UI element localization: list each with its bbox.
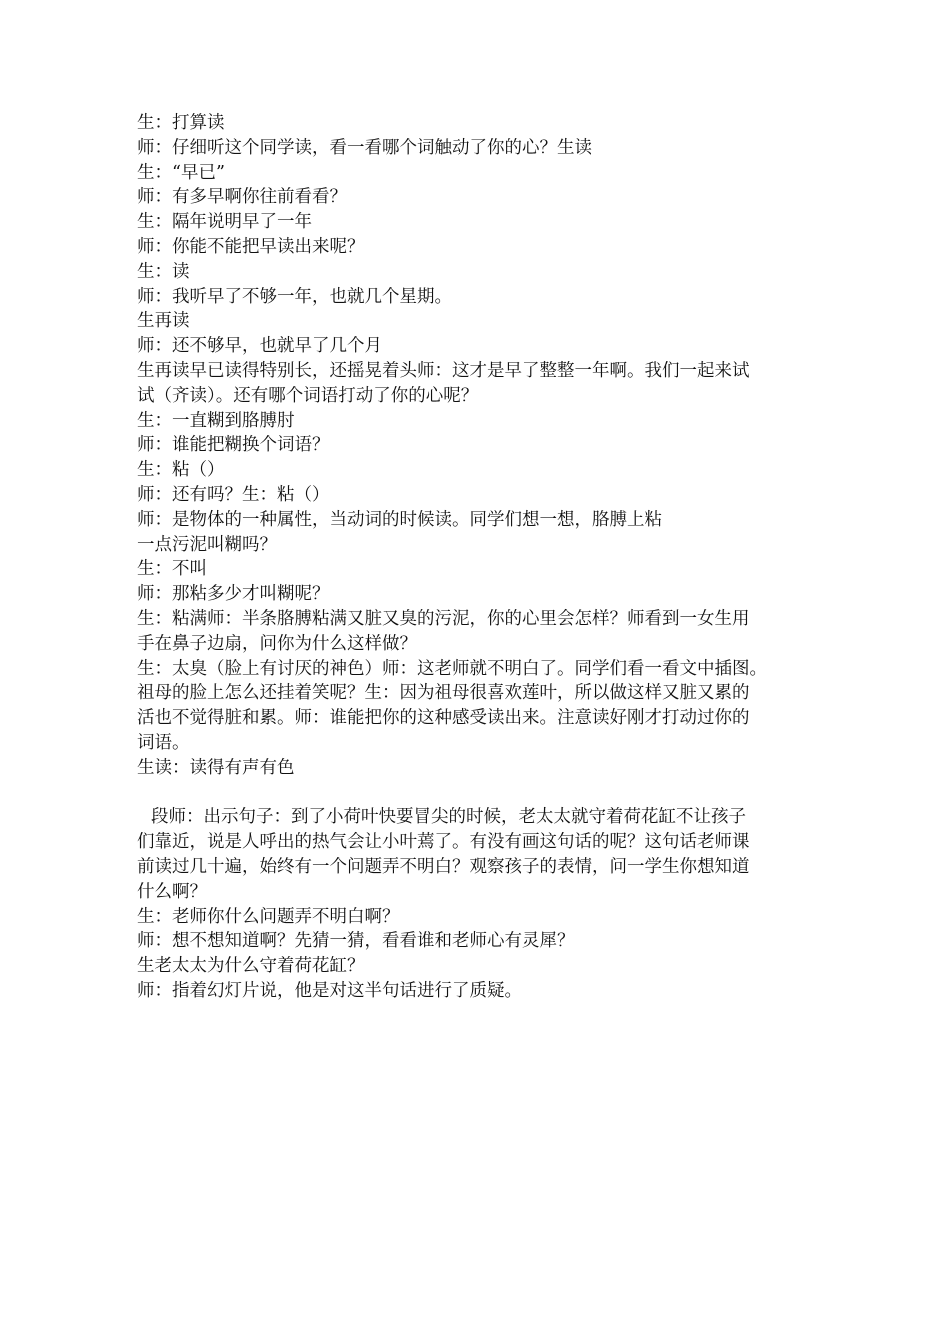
text-line: 生再读早已读得特别长，还摇晃着头师：这才是早了整整一年啊。我们一起来试	[137, 360, 750, 381]
text-line: 师：还有吗？生：粘（）	[137, 484, 330, 505]
text-line: 师：想不想知道啊？先猜一猜，看看谁和老师心有灵犀？	[137, 931, 575, 952]
text-line: 生读：读得有声有色	[137, 757, 295, 778]
text-line: 活也不觉得脏和累。师：谁能把你的这种感受读出来。注意读好刚才打动过你的	[137, 708, 750, 729]
text-line: 词语。	[137, 732, 190, 753]
text-line: 生：打算读	[137, 113, 225, 133]
text-line: 祖母的脸上怎么还挂着笑呢？生：因为祖母很喜欢莲叶，所以做这样又脏又累的	[137, 683, 750, 704]
text-line: 师：你能不能把早读出来呢？	[137, 236, 365, 257]
text-line: 师：还不够早，也就早了几个月	[137, 336, 382, 357]
text-line: 生再读	[137, 311, 190, 332]
text-line: 段师：出示句子：到了小荷叶快要冒尖的时候，老太太就守着荷花缸不让孩子	[151, 807, 746, 828]
text-line: 什么啊？	[137, 881, 207, 902]
text-line: 一点污泥叫糊吗？	[137, 534, 277, 555]
text-line: 试（齐读）。还有哪个词语打动了你的心呢？	[137, 385, 479, 406]
text-line: 师：那粘多少才叫糊呢？	[137, 584, 330, 605]
text-line: 生：不叫	[137, 559, 207, 580]
text-line: 生：“早已”	[137, 162, 225, 183]
text-line: 师：指着幻灯片说，他是对这半句话进行了质疑。	[137, 980, 522, 1001]
text-line: 生老太太为什么守着荷花缸？	[137, 956, 365, 977]
text-line: 师：是物体的一种属性，当动词的时候读。同学们想一想，胳膊上粘	[137, 509, 662, 530]
text-line: 生：读	[137, 261, 190, 282]
document-body	[137, 111, 817, 1004]
text-line: 师：仔细听这个同学读，看一看哪个词触动了你的心？生读	[137, 137, 592, 158]
text-line: 生：隔年说明早了一年	[137, 212, 312, 233]
text-line: 手在鼻子边扇，问你为什么这样做？	[137, 633, 417, 654]
text-line: 师：谁能把糊换个词语？	[137, 435, 330, 456]
text-line: 生：太臭（脸上有讨厌的神色）师：这老师就不明白了。同学们看一看文中插图。	[137, 658, 767, 679]
text-line: 师：我听早了不够一年，也就几个星期。	[137, 286, 452, 307]
paragraph-gap	[137, 781, 817, 806]
text-line: 师：有多早啊你往前看看？	[137, 187, 347, 208]
text-line: 生：粘满师：半条胳膊粘满又脏又臭的污泥，你的心里会怎样？师看到一女生用	[137, 608, 750, 629]
text-line: 们靠近，说是人呼出的热气会让小叶蔫了。有没有画这句话的呢？这句话老师课	[137, 832, 750, 853]
text-line: 生：老师你什么问题弄不明白啊？	[137, 906, 400, 927]
text-line: 生：粘（）	[137, 460, 225, 481]
text-line: 前读过几十遍，始终有一个问题弄不明白？观察孩子的表情，问一学生你想知道	[137, 856, 750, 877]
text-line: 生：一直糊到胳膊肘	[137, 410, 295, 431]
